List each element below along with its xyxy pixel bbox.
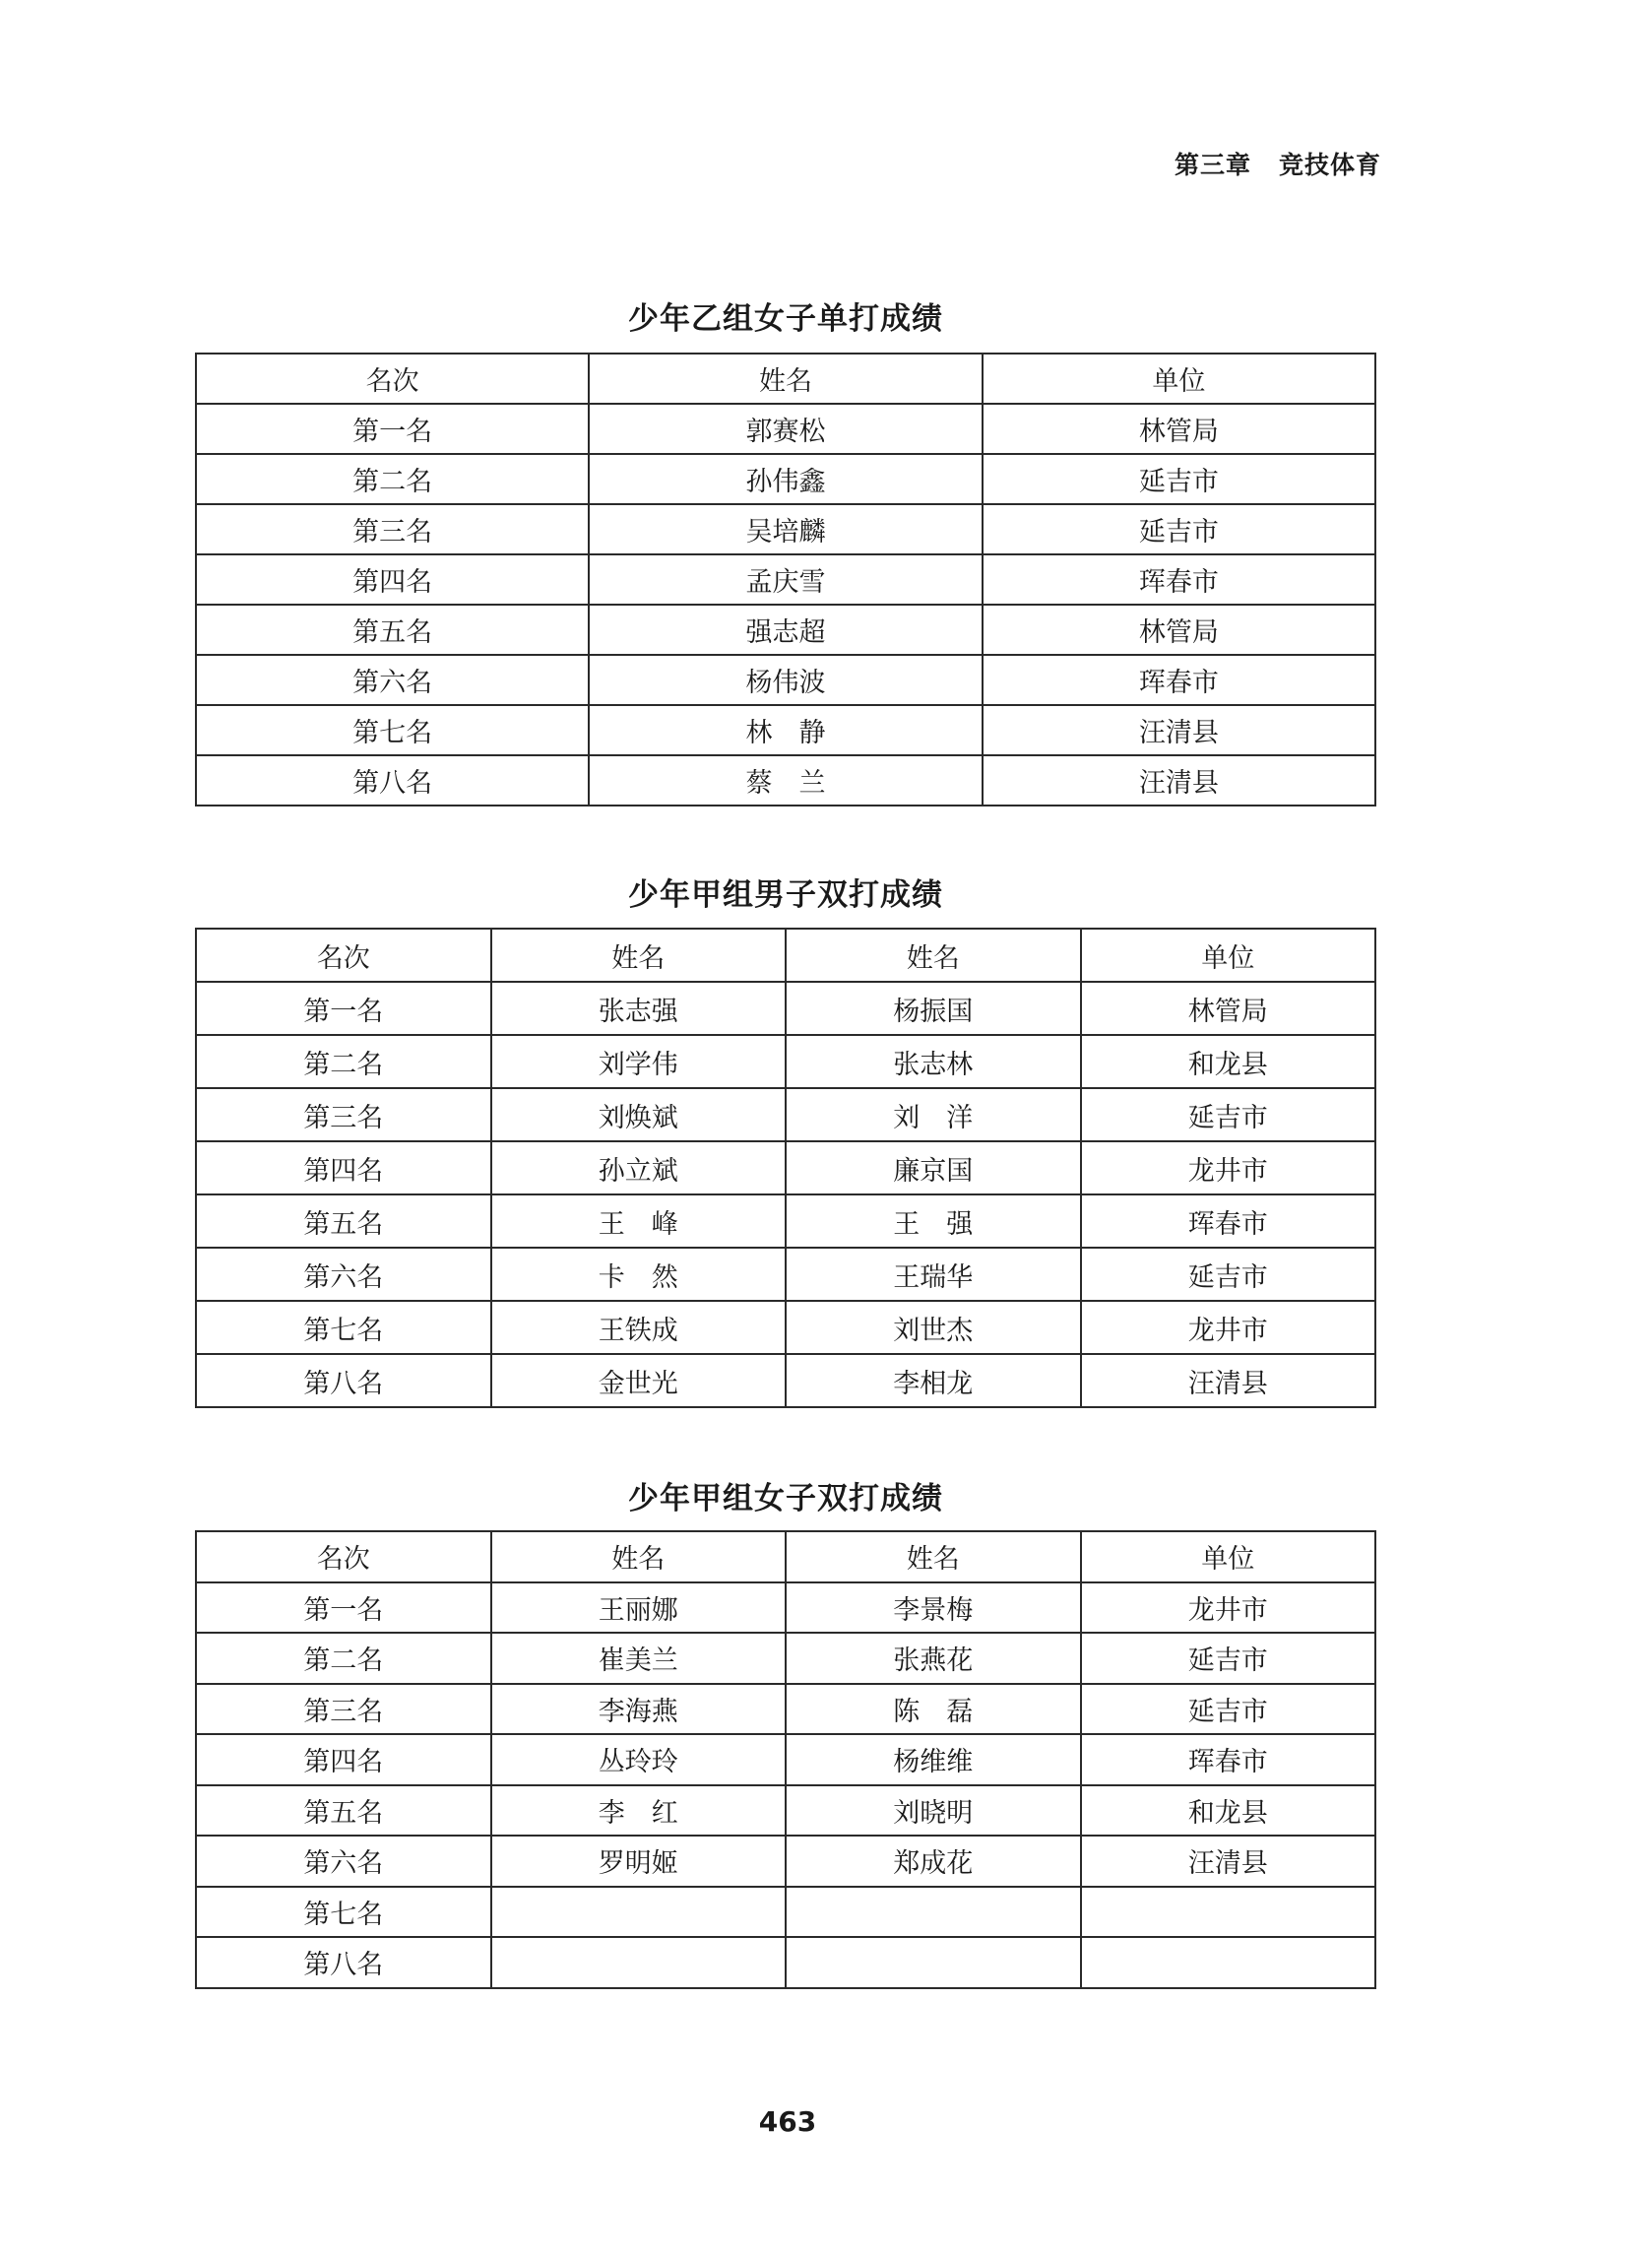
table-row (196, 982, 1375, 1035)
table-cell: 王铁成 (491, 1301, 787, 1354)
table-cell: 林管局 (983, 605, 1375, 655)
table-cell: 汪清县 (1081, 1354, 1376, 1407)
table-row (196, 655, 1375, 705)
column-header: 名次 (196, 354, 589, 404)
table-cell: 张志强 (491, 982, 787, 1035)
table-cell: 廉京国 (786, 1141, 1081, 1194)
rank-cell: 第六名 (196, 1248, 491, 1301)
table-cell: 蔡 兰 (589, 755, 982, 806)
rank-cell: 第二名 (196, 454, 589, 504)
table-cell (1081, 1887, 1376, 1938)
table-cell (786, 1887, 1081, 1938)
table-cell: 李景梅 (786, 1582, 1081, 1634)
table-row (196, 1301, 1375, 1354)
table-cell: 李 红 (491, 1785, 787, 1837)
table-cell: 珲春市 (983, 554, 1375, 605)
table-cell: 刘 洋 (786, 1088, 1081, 1141)
table-cell: 汪清县 (983, 755, 1375, 806)
table-cell: 崔美兰 (491, 1633, 787, 1684)
table-cell: 王瑞华 (786, 1248, 1081, 1301)
table-cell (1081, 1937, 1376, 1988)
rank-cell: 第八名 (196, 1354, 491, 1407)
column-header: 名次 (196, 1531, 491, 1582)
table-row (196, 1684, 1375, 1735)
table-row (196, 1937, 1375, 1988)
column-header: 姓名 (491, 1531, 787, 1582)
table-row (196, 1582, 1375, 1634)
table-cell: 李相龙 (786, 1354, 1081, 1407)
table-cell: 杨维维 (786, 1734, 1081, 1785)
table-cell: 龙井市 (1081, 1141, 1376, 1194)
table-cell: 王 峰 (491, 1194, 787, 1248)
table-row (196, 1354, 1375, 1407)
rank-cell: 第五名 (196, 1785, 491, 1837)
table-row (196, 705, 1375, 755)
table-cell: 延吉市 (983, 504, 1375, 554)
rank-cell: 第三名 (196, 1684, 491, 1735)
table-cell: 林管局 (1081, 982, 1376, 1035)
table-cell: 杨振国 (786, 982, 1081, 1035)
table-cell: 刘世杰 (786, 1301, 1081, 1354)
table-cell: 张志林 (786, 1035, 1081, 1088)
rank-cell: 第一名 (196, 982, 491, 1035)
table-row (196, 1836, 1375, 1887)
page-number: 463 (758, 2105, 817, 2138)
rank-cell: 第七名 (196, 705, 589, 755)
table-cell: 珲春市 (983, 655, 1375, 705)
table-cell: 李海燕 (491, 1684, 787, 1735)
table-row (196, 1248, 1375, 1301)
table-cell (491, 1937, 787, 1988)
table-2-title: 少年甲组男子双打成绩 (628, 877, 943, 913)
column-header: 姓名 (589, 354, 982, 404)
table-row (196, 1785, 1375, 1837)
table-cell: 郭赛松 (589, 404, 982, 454)
table-row (196, 605, 1375, 655)
column-header: 姓名 (786, 929, 1081, 982)
column-header: 姓名 (491, 929, 787, 982)
rank-cell: 第七名 (196, 1887, 491, 1938)
column-header: 单位 (1081, 929, 1376, 982)
table-row (196, 1035, 1375, 1088)
rank-cell: 第四名 (196, 1734, 491, 1785)
rank-cell: 第七名 (196, 1301, 491, 1354)
table-cell: 郑成花 (786, 1836, 1081, 1887)
boys-doubles-table (195, 928, 1376, 1408)
table-cell: 延吉市 (1081, 1633, 1376, 1684)
table-cell: 汪清县 (1081, 1836, 1376, 1887)
table-row (196, 554, 1375, 605)
chapter-label: 第三章 (1174, 151, 1251, 179)
table-cell: 刘焕斌 (491, 1088, 787, 1141)
running-header (1175, 146, 1381, 181)
table-cell: 林 静 (589, 705, 982, 755)
table-row (196, 1734, 1375, 1785)
rank-cell: 第一名 (196, 404, 589, 454)
table-3-title: 少年甲组女子双打成绩 (628, 1481, 943, 1516)
rank-cell: 第五名 (196, 1194, 491, 1248)
rank-cell: 第六名 (196, 1836, 491, 1887)
table-row (196, 404, 1375, 454)
column-header: 姓名 (786, 1531, 1081, 1582)
table-cell: 汪清县 (983, 705, 1375, 755)
table-cell: 强志超 (589, 605, 982, 655)
rank-cell: 第四名 (196, 554, 589, 605)
table-cell: 刘晓明 (786, 1785, 1081, 1837)
table-cell: 林管局 (983, 404, 1375, 454)
rank-cell: 第五名 (196, 605, 589, 655)
rank-cell: 第一名 (196, 1582, 491, 1634)
column-header: 名次 (196, 929, 491, 982)
table-cell: 张燕花 (786, 1633, 1081, 1684)
table-cell: 孙立斌 (491, 1141, 787, 1194)
table-cell (786, 1937, 1081, 1988)
table-cell: 珲春市 (1081, 1194, 1376, 1248)
table-cell: 龙井市 (1081, 1301, 1376, 1354)
rank-cell: 第四名 (196, 1141, 491, 1194)
girls-u-singles-table (195, 353, 1376, 806)
table-cell: 王 强 (786, 1194, 1081, 1248)
table-cell: 和龙县 (1081, 1035, 1376, 1088)
table-header-row (196, 929, 1375, 982)
table-row (196, 504, 1375, 554)
table-cell: 王丽娜 (491, 1582, 787, 1634)
table-cell: 刘学伟 (491, 1035, 787, 1088)
table-cell: 卡 然 (491, 1248, 787, 1301)
table-cell: 延吉市 (1081, 1088, 1376, 1141)
column-header: 单位 (1081, 1531, 1376, 1582)
table-cell: 珲春市 (1081, 1734, 1376, 1785)
rank-cell: 第六名 (196, 655, 589, 705)
table-cell: 延吉市 (1081, 1248, 1376, 1301)
rank-cell: 第八名 (196, 755, 589, 806)
table-row (196, 1194, 1375, 1248)
table-header-row (196, 1531, 1375, 1582)
column-header: 单位 (983, 354, 1375, 404)
table-row (196, 1633, 1375, 1684)
table-cell: 孙伟鑫 (589, 454, 982, 504)
table-row (196, 454, 1375, 504)
table-cell (491, 1887, 787, 1938)
table-cell: 杨伟波 (589, 655, 982, 705)
table-1-title: 少年乙组女子单打成绩 (628, 301, 943, 337)
rank-cell: 第三名 (196, 504, 589, 554)
table-header-row (196, 354, 1375, 404)
table-cell: 吴培麟 (589, 504, 982, 554)
table-row (196, 1887, 1375, 1938)
table-cell: 陈 磊 (786, 1684, 1081, 1735)
table-cell: 孟庆雪 (589, 554, 982, 605)
table-cell: 龙井市 (1081, 1582, 1376, 1634)
rank-cell: 第二名 (196, 1035, 491, 1088)
table-row (196, 1141, 1375, 1194)
table-cell: 延吉市 (1081, 1684, 1376, 1735)
section-label: 竞技体育 (1278, 151, 1381, 179)
table-cell: 罗明姬 (491, 1836, 787, 1887)
rank-cell: 第三名 (196, 1088, 491, 1141)
rank-cell: 第二名 (196, 1633, 491, 1684)
girls-doubles-table (195, 1530, 1376, 1989)
table-cell: 和龙县 (1081, 1785, 1376, 1837)
rank-cell: 第八名 (196, 1937, 491, 1988)
table-cell: 延吉市 (983, 454, 1375, 504)
table-row (196, 1088, 1375, 1141)
table-cell: 丛玲玲 (491, 1734, 787, 1785)
table-row (196, 755, 1375, 806)
table-cell: 金世光 (491, 1354, 787, 1407)
